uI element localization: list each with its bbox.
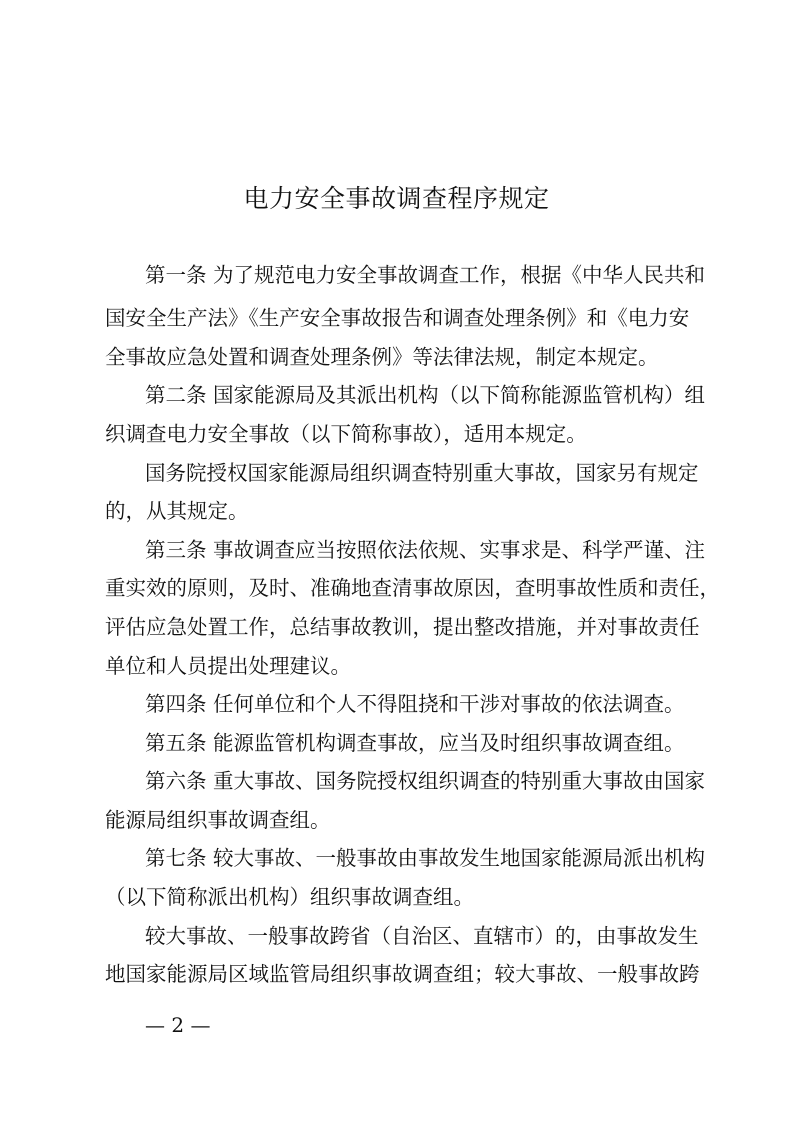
text-line: 全事故应急处置和调查处理条例》等法律法规，制定本规定。 [105,345,659,369]
text-line: 国安全生产法》《生产安全事故报告和调查处理条例》和《电力安 [105,306,690,330]
text-line: 第五条 能源监管机构调查事故，应当及时组织事故调查组。 [145,731,685,755]
text-line: 单位和人员提出处理建议。 [105,654,351,678]
text-line: 第二条 国家能源局及其派出机构（以下简称能源监管机构）组 [145,383,706,407]
text-line: 第六条 重大事故、国务院授权组织调查的特别重大事故由国家 [145,769,706,793]
text-line: 评估应急处置工作，总结事故教训，提出整改措施，并对事故责任 [105,615,700,639]
text-line: 重实效的原则，及时、准确地查清事故原因，查明事故性质和责任， [105,576,720,600]
text-line: 织调查电力安全事故（以下简称事故），适用本规定。 [105,422,587,446]
page-number: — 2 — [145,1013,211,1037]
text-line: （以下简称派出机构）组织事故调查组。 [105,885,474,909]
text-line: 较大事故、一般事故跨省（自治区、直辖市）的，由事故发生 [145,924,699,948]
text-line: 地国家能源局区域监管局组织事故调查组；较大事故、一般事故跨 [105,962,700,986]
text-line: 第七条 较大事故、一般事故由事故发生地国家能源局派出机构 [145,846,706,870]
text-line: 第一条 为了规范电力安全事故调查工作，根据《中华人民共和 [145,263,706,287]
text-line: 第四条 任何单位和个人不得阻挠和干涉对事故的依法调查。 [145,692,685,716]
document-title: 电力安全事故调查程序规定 [243,184,550,213]
text-line: 的，从其规定。 [105,499,249,523]
text-line: 能源局组织事故调查组。 [105,808,331,832]
text-line: 第三条 事故调查应当按照依法依规、实事求是、科学严谨、注 [145,538,706,562]
text-line: 国务院授权国家能源局组织调查特别重大事故，国家另有规定 [145,461,699,485]
